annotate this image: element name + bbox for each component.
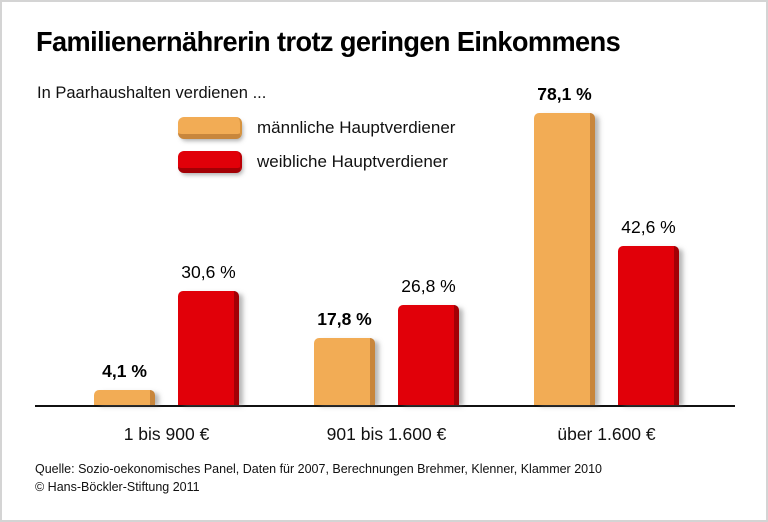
value-label-female: 42,6 %: [621, 217, 676, 237]
value-label-female: 26,8 %: [401, 276, 456, 296]
bar-female: [398, 305, 459, 405]
category-label: 1 bis 900 €: [123, 424, 210, 444]
category-label: 901 bis 1.600 €: [326, 424, 447, 444]
bar-female: [618, 246, 679, 405]
value-label-male: 17,8 %: [317, 309, 372, 329]
value-label-male: 4,1 %: [102, 361, 147, 381]
chart-title: Familienernährerin trotz geringen Einkommens: [36, 26, 621, 57]
bar-male: [314, 338, 375, 405]
copyright-note: © Hans-Böckler-Stiftung 2011: [35, 480, 200, 494]
source-note: Quelle: Sozio-oekonomisches Panel, Daten für 2007, Berechnungen Brehmer, Klenner, Klammer 2010: [35, 462, 602, 476]
footer: [35, 460, 602, 496]
bar-male: [94, 390, 155, 405]
chart-subtitle: In Paarhaushalten verdienen ...: [37, 84, 267, 102]
value-label-female: 30,6 %: [181, 262, 236, 282]
legend-label-female: weibliche Hauptverdiener: [257, 152, 448, 171]
legend-label-male: männliche Hauptverdiener: [257, 118, 456, 137]
bar-female: [178, 291, 239, 405]
category-label: über 1.600 €: [557, 424, 656, 444]
bar-male: [534, 113, 595, 405]
value-label-male: 78,1 %: [537, 84, 592, 104]
